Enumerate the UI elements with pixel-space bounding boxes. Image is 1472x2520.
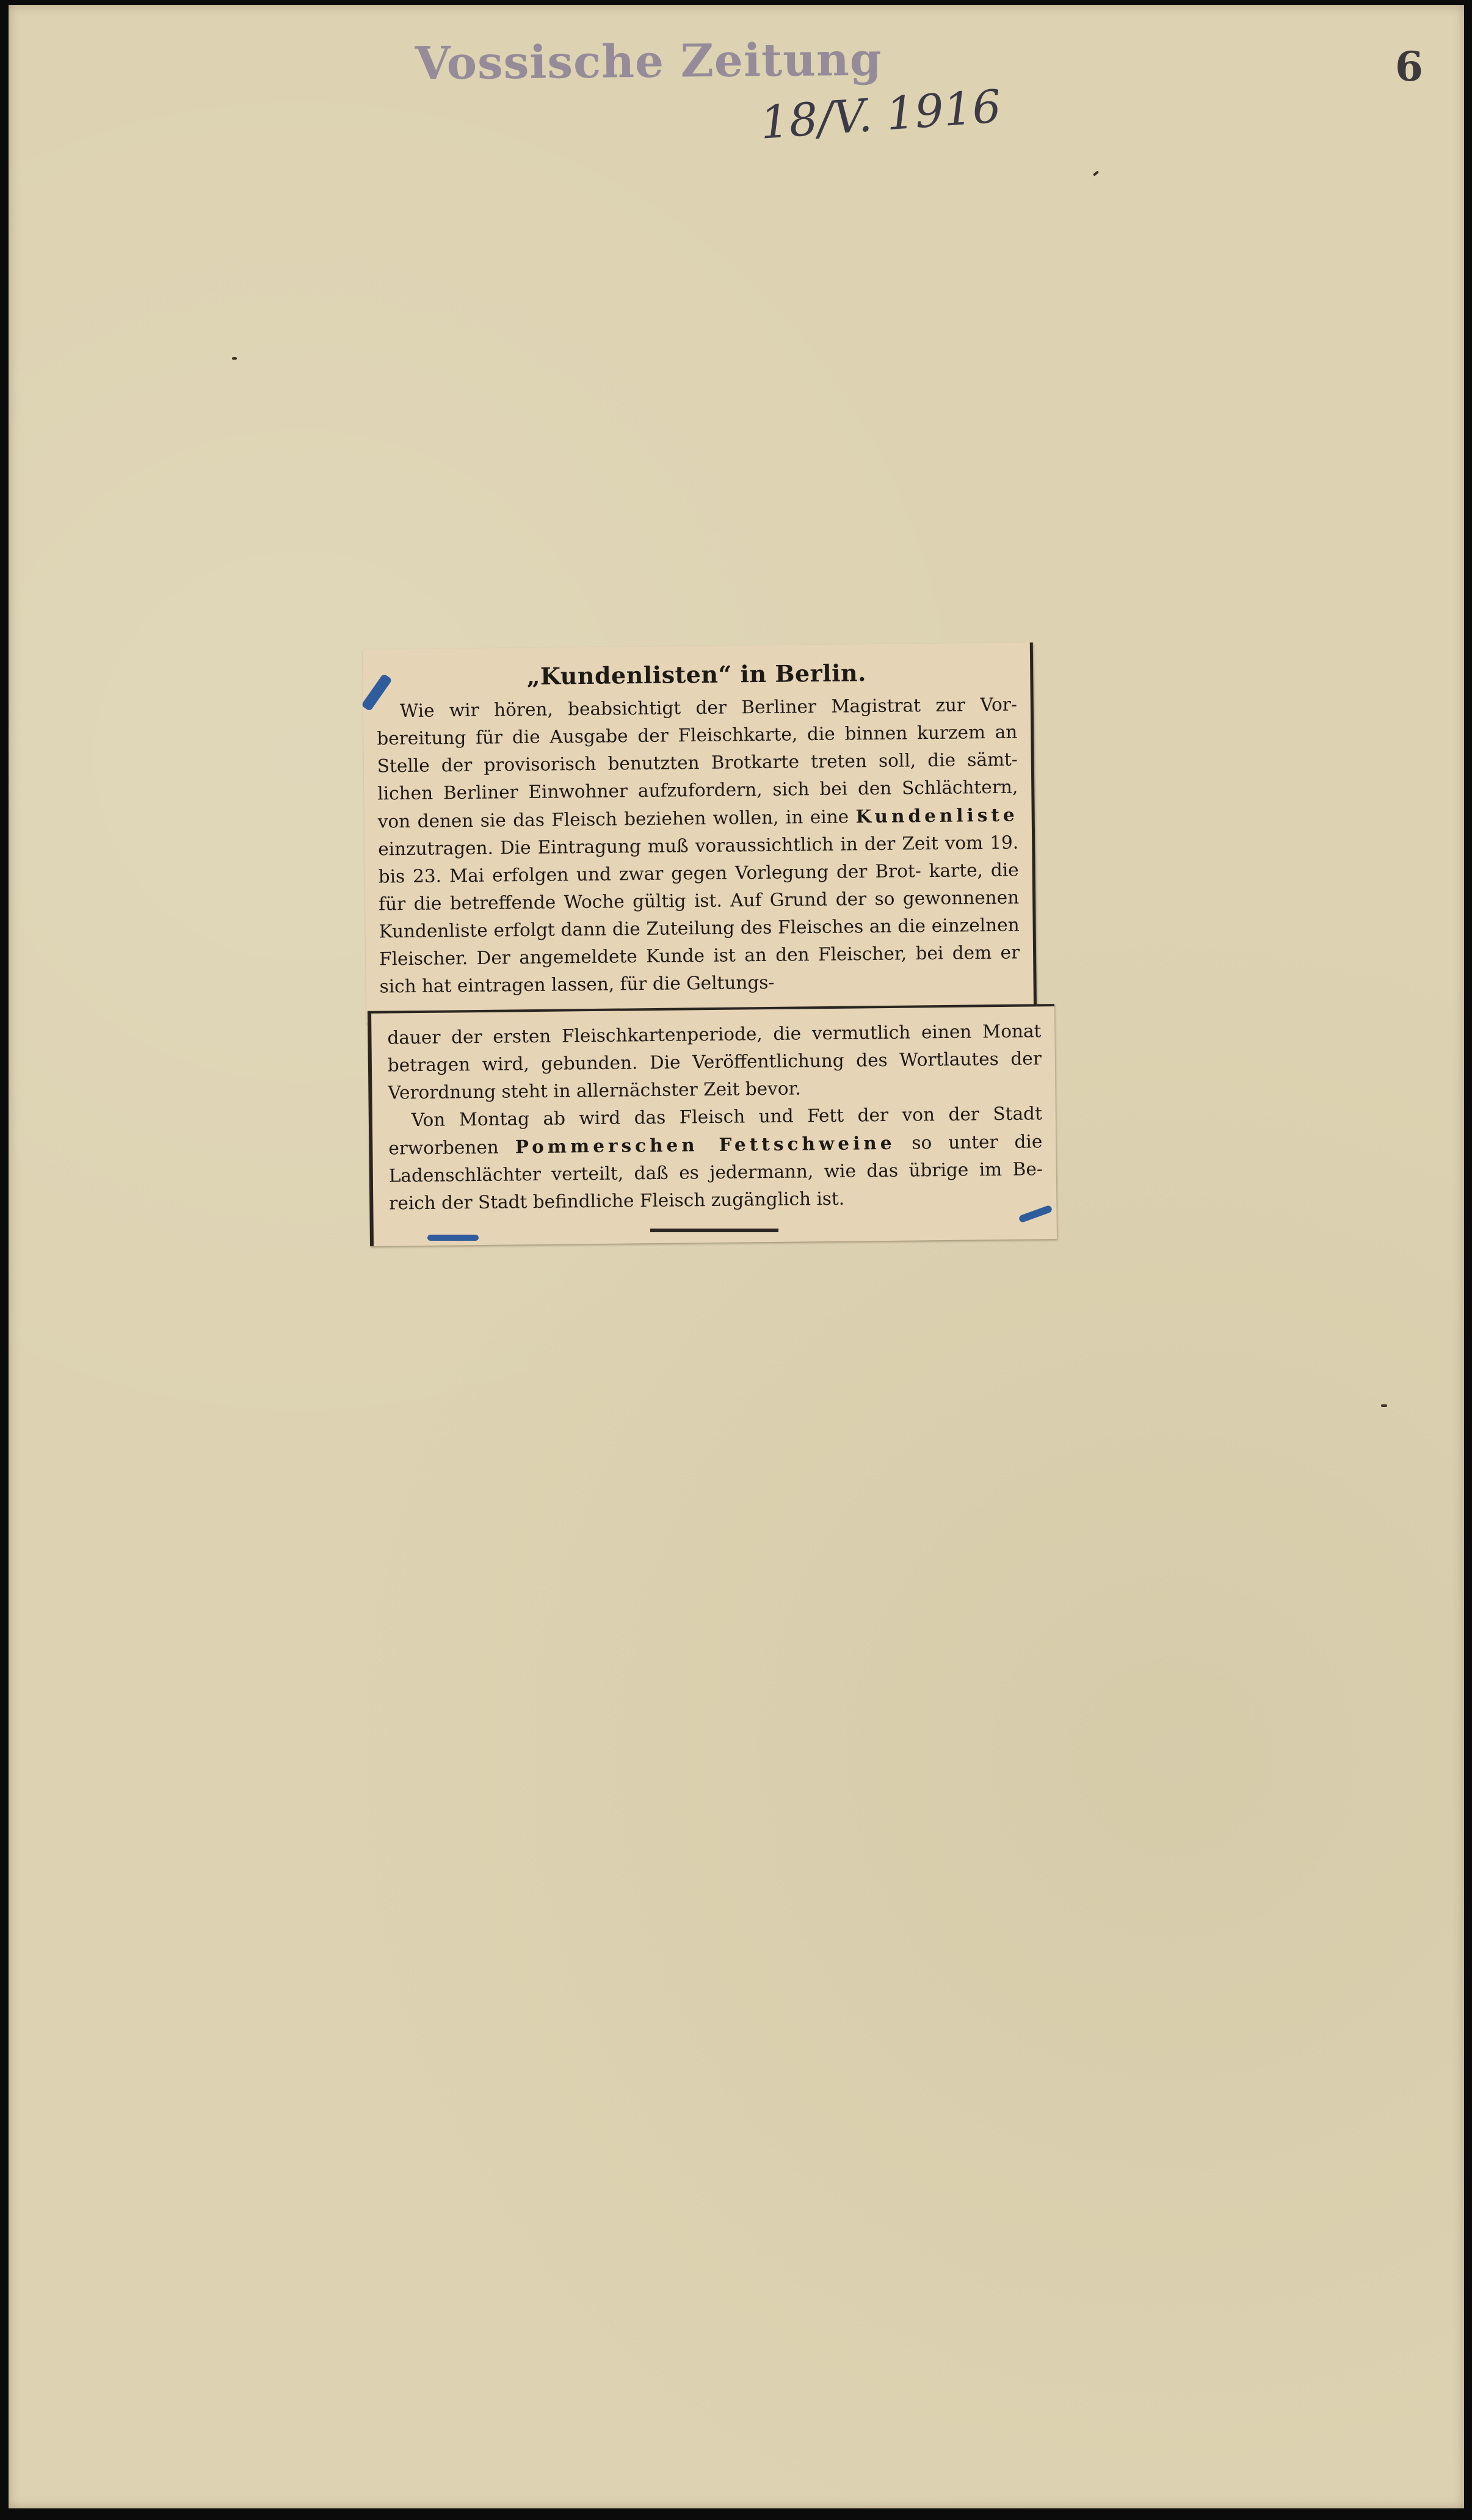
text-line: bereitung für die Ausgabe der Fleischkarte, die binnen kurzem <box>377 722 986 749</box>
archive-page <box>9 5 1464 2508</box>
text-line: reich der Stadt befindliche Fleisch zugänglich ist. <box>389 1188 845 1214</box>
handwritten-date: 18/V. 1916 <box>758 80 1003 150</box>
newspaper-clipping-top <box>363 642 1037 1023</box>
article-paragraph-1-continued <box>387 1017 1042 1106</box>
text-line: betragen wird, gebunden. Die Veröffentlichung des Wortlautes <box>387 1048 999 1076</box>
article-headline: „Kundenlisten“ in Berlin. <box>526 659 867 690</box>
emphasized-word: Kundenliste <box>855 804 1018 827</box>
text-line: an Stelle der provisorisch benutzten Brotkarte treten soll, die sämt- <box>377 721 1018 777</box>
paper-speck <box>232 357 237 360</box>
newspaper-stamp: Vossische Zeitung <box>415 33 882 90</box>
page-number: 6 <box>1395 43 1423 90</box>
text-line: von denen sie das Fleisch beziehen wollen, in eine <box>377 806 849 832</box>
text-line: 19. bis 23. Mai erfolgen und zwar gegen Vorlegung der Brot- <box>378 832 1019 887</box>
paper-speck <box>1381 1404 1387 1407</box>
text-line: erworbenen <box>388 1136 499 1159</box>
text-line: an die einzelnen Fleischer. Der angemeldete Kunde ist an den <box>379 914 1020 970</box>
blue-pencil-mark <box>427 1235 479 1241</box>
newspaper-clipping-bottom <box>368 1004 1057 1246</box>
text-line: dauer der ersten Fleischkartenperiode, die vermutlich einen Monat <box>387 1020 1042 1048</box>
emphasized-phrase: Pommerschen Fettschweine <box>515 1131 896 1158</box>
text-line: karte, die für die betreffende Woche gültig ist. Auf Grund der so <box>379 859 1019 915</box>
text-line: Von Montag ab wird das Fleisch und Fett der von der Stadt <box>411 1103 1043 1131</box>
text-line: gewonnenen Kundenliste erfolgt dann die Zuteilung des Fleisches <box>379 887 1020 942</box>
text-line: Ladenschlächter verteilt, daß es jedermann, wie das übrige im Be- <box>388 1158 1043 1186</box>
clipping-rule <box>650 1229 778 1232</box>
article-paragraph-1 <box>377 691 1020 1001</box>
text-line: Fleischer, bei dem er sich hat eintragen lassen, für die Geltungs- <box>379 942 1020 997</box>
text-line: einzutragen. Die Eintragung muß voraussichtlich in der Zeit vom <box>378 832 984 860</box>
text-line: so unter die <box>912 1131 1043 1153</box>
text-line: lichen Berliner Einwohner aufzufordern, sich bei den Schlächtern, <box>377 776 1018 804</box>
article-paragraph-2 <box>388 1100 1043 1217</box>
text-line: Wie wir hören, beabsichtigt der Berliner Magistrat zur Vor- <box>399 694 1018 722</box>
text-line: der Verordnung steht in allernächster Zeit bevor. <box>388 1048 1042 1103</box>
